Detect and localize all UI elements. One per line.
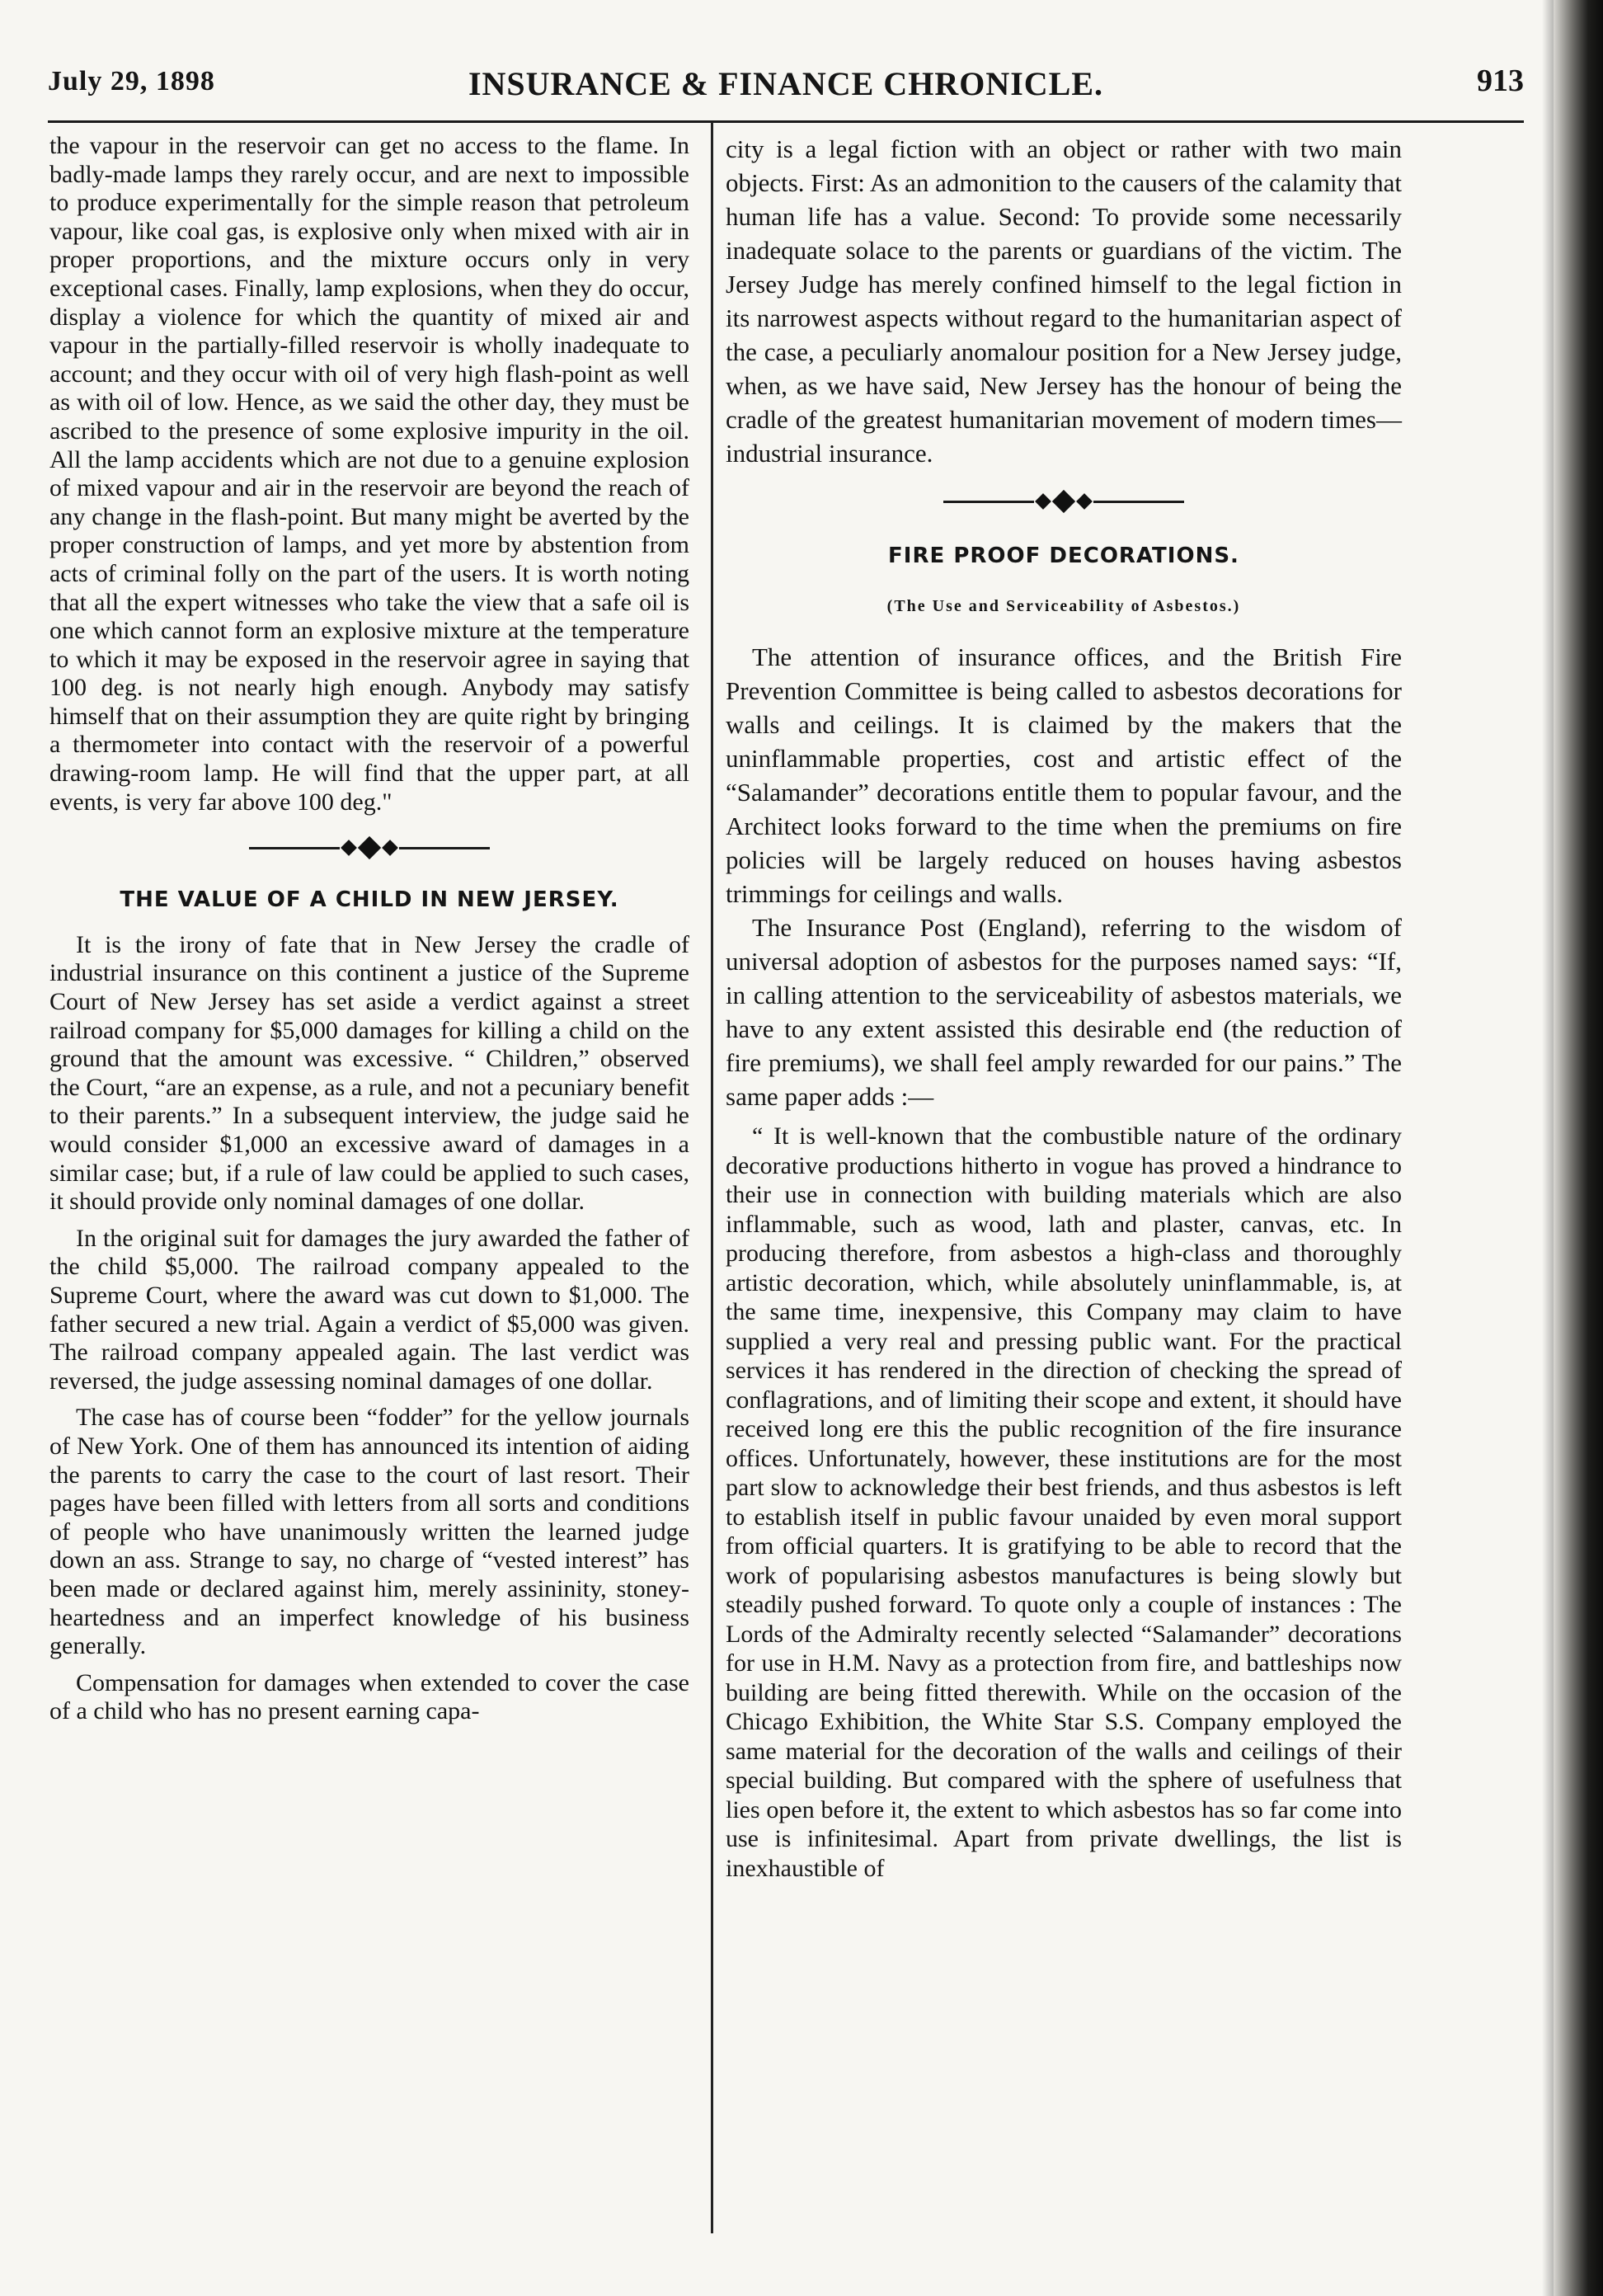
article-heading-fire-proof: FIRE PROOF DECORATIONS. <box>888 543 1239 568</box>
child-article-continuation: city is a legal fiction with an object or rather with two main objects. First: As an admonition to the causers of the calamity that human life has a value. Second: To provide some necessarily inadequate solace to the parents or guardians of the victim. The Jersey Judge has merely confined himself to the legal fiction in its narrowest aspects without regard to the humanitarian aspect of the case, a peculiarly anomalour position for a New Jersey judge, when, as we have said, New Jersey has the honour of being the cradle of the greatest humanitarian movement of modern times—industrial insurance. <box>726 134 1402 468</box>
page-number: 913 <box>1477 64 1524 98</box>
page-edge <box>1554 0 1603 2296</box>
header-rule <box>48 120 1524 123</box>
article-paragraph: The case has of course been “fodder” for the yellow journals of New York. One of them has announced its intention of aiding the parents to carry the case to the court of last resort. Their pages have been filled with letters from all sorts and conditions of people who have unanimously written the learned judge down an ass. Strange to say, no charge of “vested interest” has been made or declared against him, merely assininity, stoney-heartedness and an imperfect knowledge of his business generally. <box>49 1404 689 1660</box>
article-paragraph: It is the irony of fate that in New Jersey the cradle of industrial insurance on this continent a justice of the Supreme Court of New Jersey has set aside a verdict against a street railroad company for $5,000 damages for killing a child on the ground that the amount was excessive. “ Children,” observed the Court, “are an expense, as a rule, and not a pecuniary benefit to their parents.” In a subsequent interview, the judge said he would consider $1,000 an excessive award of damages in a similar case; but, if a rule of law could be applied to such cases, it should provide only nominal damages of one dollar. <box>49 930 689 1216</box>
left-column <box>49 132 689 1726</box>
section-ornament <box>49 831 689 864</box>
article-subheading: (The Use and Serviceability of Asbestos.) <box>886 597 1241 615</box>
column-divider <box>711 122 713 2233</box>
article-heading-child-value: THE VALUE OF A CHILD IN NEW JERSEY. <box>120 887 619 913</box>
binding-shadow <box>1542 0 1554 2296</box>
section-ornament <box>726 485 1402 518</box>
quoted-paragraph: “ It is well-known that the combustible nature of the ordinary decorative productions hitherto in vogue has proved a hindrance to their use in connection with building materials which are also inflammable, such as wood, lath and plaster, canvas, etc. In producing therefore, from asbestos a high-class and thoroughly artistic decoration, which, while absolutely uninflammable, is, at the same time, inexpensive, this Company may claim to have supplied a very real and pressing public want. For the practical services it has rendered in the direction of checking the spread of conflagrations, and of limiting their scope and extent, it should have received long ere this the public recognition of the fire insurance offices. Unfortunately, however, these institutions are for the most part slow to acknowledge their best friends, and thus asbestos is left to establish itself in public favour unaided by even moral support from official quarters. It is gratifying to be able to record that the work of popularising asbestos manufactures is being slowly but steadily pushed forward. To quote only a couple of instances : The Lords of the Admiralty recently selected “Salamander” decorations for use in H.M. Navy as a protection from fire, and battleships now building are being fitted therewith. While on the occasion of the Chicago Exhibition, the White Star S.S. Company employed the same material for the decoration of the walls and ceilings of their special building. But compared with the sphere of usefulness that lies open before it, the extent to which asbestos has so far come into use is infinitesimal. Apart from private dwellings, the list is inexhaustible of <box>726 1122 1402 1882</box>
right-column <box>726 132 1402 1883</box>
article-paragraph: In the original suit for damages the jury awarded the father of the child $5,000. The railroad company appealed to the Supreme Court, where the award was cut down to $1,000. The father secured a new trial. Again a verdict of $5,000 was given. The railroad company appealed again. The last verdict was reversed, the judge assessing nominal damages of one dollar. <box>49 1224 689 1395</box>
article-paragraph: Compensation for damages when extended to cover the case of a child who has no present earning capa- <box>49 1668 689 1725</box>
running-header <box>48 58 1524 115</box>
publication-title: INSURANCE & FINANCE CHRONICLE. <box>468 65 1104 102</box>
header-date: July 29, 1898 <box>48 66 215 96</box>
article-paragraph: The attention of insurance offices, and the British Fire Prevention Committee is being called to asbestos decorations for walls and ceilings. It is claimed by the makers that the uninflammable properties, cost and artistic effect of the “Salamander” decorations entitle them to popular favour, and the Architect looks forward to the time when the premiums on fire policies will be largely reduced on houses having asbestos trimmings for ceilings and walls. <box>726 642 1402 908</box>
lamp-article-continuation: the vapour in the reservoir can get no access to the flame. In badly-made lamps they rarely occur, and are next to impossible to produce experimentally for the simple reason that petroleum vapour, like coal gas, is explosive only when mixed with air in proper proportions, and the mixture occurs only in very exceptional cases. Finally, lamp explosions, when they do occur, display a violence for which the quantity of mixed air and vapour in the partially-filled reservoir is wholly inadequate to account; and they occur with oil of very high flash-point as well as with oil of low. Hence, as we said the other day, they must be ascribed to the presence of some explosive impurity in the oil. All the lamp accidents which are not due to a genuine explosion of mixed vapour and air in the reservoir are beyond the reach of any change in the flash-point. But many might be averted by the proper construction of lamps, and yet more by abstention from acts of criminal folly on the part of the users. It is worth noting that all the expert witnesses who take the view that a safe oil is one which cannot form an explosive mixture at the temperature to which it may be exposed in the reservoir agree in saying that 100 deg. is not nearly high enough. Anybody may satisfy himself that on their assumption they are quite right by bringing a thermometer into contact with the reservoir of a powerful drawing-room lamp. He will find that the upper part, at all events, is very far above 100 deg." <box>49 132 689 816</box>
article-paragraph: The Insurance Post (England), referring to the wisdom of universal adoption of asbestos for the purposes named says: “If, in calling attention to the serviceability of asbestos materials, we have to any extent assisted this desirable end (the reduction of fire premiums), we shall feel amply rewarded for our pains.” The same paper adds :— <box>726 913 1402 1111</box>
